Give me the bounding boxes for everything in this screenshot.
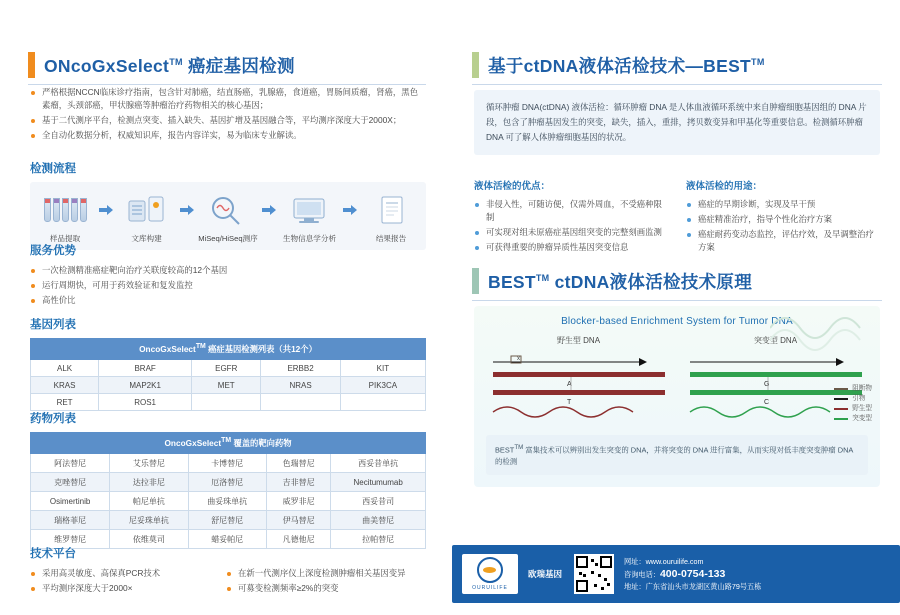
principle-legend: [834, 384, 872, 424]
workflow-step-label: 结果报告: [375, 234, 407, 243]
table-row: [31, 511, 426, 530]
section-title-ctdna: 基于ctDNA液体活检技术—BEST™: [488, 55, 765, 76]
orange-accent-bar: [28, 52, 35, 78]
list-item: 采用高灵敏度、高保真PCR技术: [30, 567, 216, 580]
svg-text:A: A: [566, 381, 572, 388]
table-cell: 吉非替尼: [266, 473, 330, 492]
list-item: 基于二代测序平台，检测点突变、插入缺失、基因扩增及基因融合等，平均测序深度大于2000X；: [30, 114, 426, 127]
advantages-title: 服务优势: [30, 245, 76, 257]
wildtype-dna-diagram: [489, 350, 669, 422]
table-cell: 色瑞替尼: [266, 454, 330, 473]
platform-title: 技术平台: [30, 548, 76, 560]
arrow-right-icon: [261, 190, 277, 230]
table-cell: 卡博替尼: [188, 454, 266, 473]
list-item: 癌症耐药变动态监控，评估疗效，及早调整治疗方案: [686, 228, 880, 254]
logo-text: OURUILIFE: [472, 585, 508, 591]
table-cell: ERBB2: [261, 360, 340, 377]
table-cell: MAP2K1: [99, 377, 192, 394]
workflow-step: [360, 190, 422, 244]
contact-info: [624, 556, 761, 593]
table-cell: KRAS: [31, 377, 99, 394]
best-principle-heading: [472, 268, 882, 301]
workflow-step: [34, 190, 96, 244]
workflow-section: [30, 160, 426, 250]
principle-panel: [474, 306, 880, 487]
table-cell: 依维莫司: [110, 530, 188, 549]
workflow-step-label: 文库构建: [131, 234, 162, 243]
logo-mark-icon: [477, 557, 503, 583]
pros-column: [474, 178, 668, 256]
qr-code: [574, 554, 614, 594]
table-cell: Osimertinib: [31, 492, 110, 511]
phone-line: 咨询电话：400-0754-133: [624, 567, 726, 580]
advantages-section: [30, 242, 426, 309]
website-line: 网址：www.ouruilife.com: [624, 556, 704, 566]
list-item: 运行周期快，可用于药效验证和复发监控: [30, 279, 426, 292]
report-icon: [360, 190, 422, 230]
principle-note: BEST™ 富集技术可以辨别出发生突变的 DNA，并将突变的 DNA 进行富集，从而实现对低丰度突变肿瘤 DNA 的检测: [486, 435, 868, 475]
table-cell: MET: [192, 377, 261, 394]
arrow-right-icon: [342, 190, 358, 230]
table-cell: 厄洛替尼: [188, 473, 266, 492]
platform-right-list: [226, 567, 426, 597]
right-column: [452, 0, 900, 615]
table-row: [31, 454, 426, 473]
table-cell: NRAS: [261, 377, 340, 394]
platform-section: [30, 545, 430, 597]
table-cell: 伊马替尼: [266, 511, 330, 530]
table-cell: EGFR: [192, 360, 261, 377]
mutant-label: 突变型 DNA: [753, 336, 798, 345]
gene-list-title: 基因列表: [30, 319, 76, 331]
heading-divider: [472, 84, 882, 85]
workflow-step: [279, 190, 341, 244]
wildtype-column: [486, 335, 671, 427]
heading-divider: [28, 84, 426, 85]
table-cell: 尼妥珠单抗: [110, 511, 188, 530]
list-item: 可募变检测频率≥2%的突变: [226, 582, 426, 595]
platform-left-list: [30, 567, 216, 597]
table-cell: [340, 394, 425, 411]
pros-title: 液体活检的优点：: [474, 181, 551, 192]
table-cell: [192, 394, 261, 411]
table-cell: PIK3CA: [340, 377, 425, 394]
table-cell: RET: [31, 394, 99, 411]
legend-item: 突变型: [834, 414, 872, 424]
intro-bullet-list: [30, 86, 426, 144]
table-cell: 拉帕替尼: [331, 530, 426, 549]
workflow-step: [116, 190, 178, 244]
ctdna-heading: [472, 52, 882, 85]
table-row: [31, 394, 426, 411]
list-item: 可实现对组未原癌症基因组突变的完整刻画监测: [474, 226, 668, 239]
workflow-step-label: MiSeq/HiSeq测序: [198, 234, 258, 243]
drug-list-section: [30, 410, 426, 549]
list-item: 全自动化数据分析，权威知识库，报告内容详实，易为临床专业解读。: [30, 129, 426, 142]
svg-text:T: T: [566, 399, 571, 406]
table-cell: 克唑替尼: [31, 473, 110, 492]
arrow-right-icon: [98, 190, 114, 230]
library-prep-icon: [116, 190, 178, 230]
list-item: 一次检测精准癌症靶向治疗关联度较高的12个基因: [30, 264, 426, 277]
gene-list-section: [30, 316, 426, 411]
list-item: 在新一代测序仪上深度检测肿瘤相关基因变异: [226, 567, 426, 580]
table-row: [31, 492, 426, 511]
table-cell: BRAF: [99, 360, 192, 377]
table-cell: 舒尼替尼: [188, 511, 266, 530]
table-cell: Necitumumab: [331, 473, 426, 492]
table-row: [31, 473, 426, 492]
company-name: 欧瑞基因: [528, 569, 563, 579]
table-row: [31, 377, 426, 394]
gene-table-header: OncoGxSelect™ 癌症基因检测列表（共12个）: [31, 339, 426, 360]
table-cell: 西妥昔司: [331, 492, 426, 511]
workflow-step-label: 样品提取: [49, 234, 81, 243]
section-title-best: BEST™ ctDNA液体活检技术原理: [488, 271, 753, 292]
uses-column: [686, 178, 880, 256]
gene-table: [30, 338, 426, 411]
arrow-right-icon: [179, 190, 195, 230]
table-cell: 蜡妥帕尼: [188, 530, 266, 549]
legend-item: 野生型: [834, 404, 872, 414]
table-cell: 威罗非尼: [266, 492, 330, 511]
list-item: 癌症的早期诊断，实现及早干预: [686, 198, 880, 211]
table-cell: ROS1: [99, 394, 192, 411]
table-cell: 瑞格菲尼: [31, 511, 110, 530]
sequencer-icon: [197, 190, 259, 230]
svg-text:x: x: [516, 356, 520, 362]
legend-item: 引物: [834, 394, 872, 404]
test-tubes-icon: [34, 190, 96, 230]
workflow-diagram: [30, 182, 426, 250]
list-item: 可获得重要的肿瘤异质性基因突变信息: [474, 241, 668, 254]
list-item: 非侵入性，可随访便，仅需外周血，不受癌种限制: [474, 198, 668, 224]
list-item: 严格根据NCCN临床诊疗指南，包含针对肺癌，结直肠癌，乳腺癌，食道癌，胃肠间质瘤，肾癌，黑色素瘤，头颈部癌，甲状腺癌等肿瘤治疗药物相关的核心基因；: [30, 86, 426, 112]
address-line: 地址：广东省汕头市龙湖区黄山路79号五栋: [624, 581, 762, 591]
list-item: 高性价比: [30, 294, 426, 307]
green-accent-bar: [472, 52, 479, 78]
computer-analysis-icon: [279, 190, 341, 230]
list-item: 平均测序深度大于2000×: [30, 582, 216, 595]
list-item: 癌症精准治疗，指导个性化治疗方案: [686, 213, 880, 226]
table-cell: ALK: [31, 360, 99, 377]
pros-uses-columns: [474, 178, 880, 256]
footer-bar: [452, 545, 900, 603]
table-cell: 达拉非尼: [110, 473, 188, 492]
legend-item: 阻断物: [834, 384, 872, 394]
workflow-step-label: 生物信息学分析: [282, 234, 337, 243]
teal-accent-bar: [472, 268, 479, 294]
table-cell: 阿法替尼: [31, 454, 110, 473]
heading-divider: [472, 300, 882, 301]
workflow-step: [197, 190, 259, 244]
table-cell: KIT: [340, 360, 425, 377]
table-cell: 曲妥珠单抗: [188, 492, 266, 511]
table-cell: 帕尼单抗: [110, 492, 188, 511]
table-cell: 曲美替尼: [331, 511, 426, 530]
table-cell: 维罗替尼: [31, 530, 110, 549]
table-cell: [261, 394, 340, 411]
table-cell: 凡德他尼: [266, 530, 330, 549]
workflow-title: 检测流程: [30, 163, 76, 175]
svg-text:G: G: [763, 381, 769, 388]
page-title: ONcoGxSelect™ 癌症基因检测: [44, 55, 295, 76]
left-main-heading: [28, 52, 426, 85]
table-cell: 西妥昔单抗: [331, 454, 426, 473]
principle-subtitle: Blocker-based Enrichment System for Tumor DNA: [561, 316, 793, 327]
wildtype-label: 野生型 DNA: [556, 336, 601, 345]
drug-list-title: 药物列表: [30, 413, 76, 425]
company-logo: [462, 554, 518, 594]
drug-table: [30, 432, 426, 549]
table-cell: 艾乐替尼: [110, 454, 188, 473]
svg-text:C: C: [763, 399, 769, 406]
ctdna-paragraph: 循环肿瘤 DNA(ctDNA) 液体活检：循环肿瘤 DNA 是人体血液循环系统中来自肿瘤细胞基因组的 DNA 片段，包含了肿瘤基因发生的突变，缺失，插入，重排，拷贝数变异和甲基化等重要信息。检测循环肿瘤 DNA 可了解人体肿瘤细胞基因的状况。: [474, 90, 880, 155]
ctdna-description-box: [474, 90, 880, 155]
uses-title: 液体活检的用途：: [686, 181, 763, 192]
left-column: [0, 0, 448, 615]
drug-table-header: OncoGxSelect™ 覆盖的靶向药物: [31, 433, 426, 454]
table-row: [31, 360, 426, 377]
